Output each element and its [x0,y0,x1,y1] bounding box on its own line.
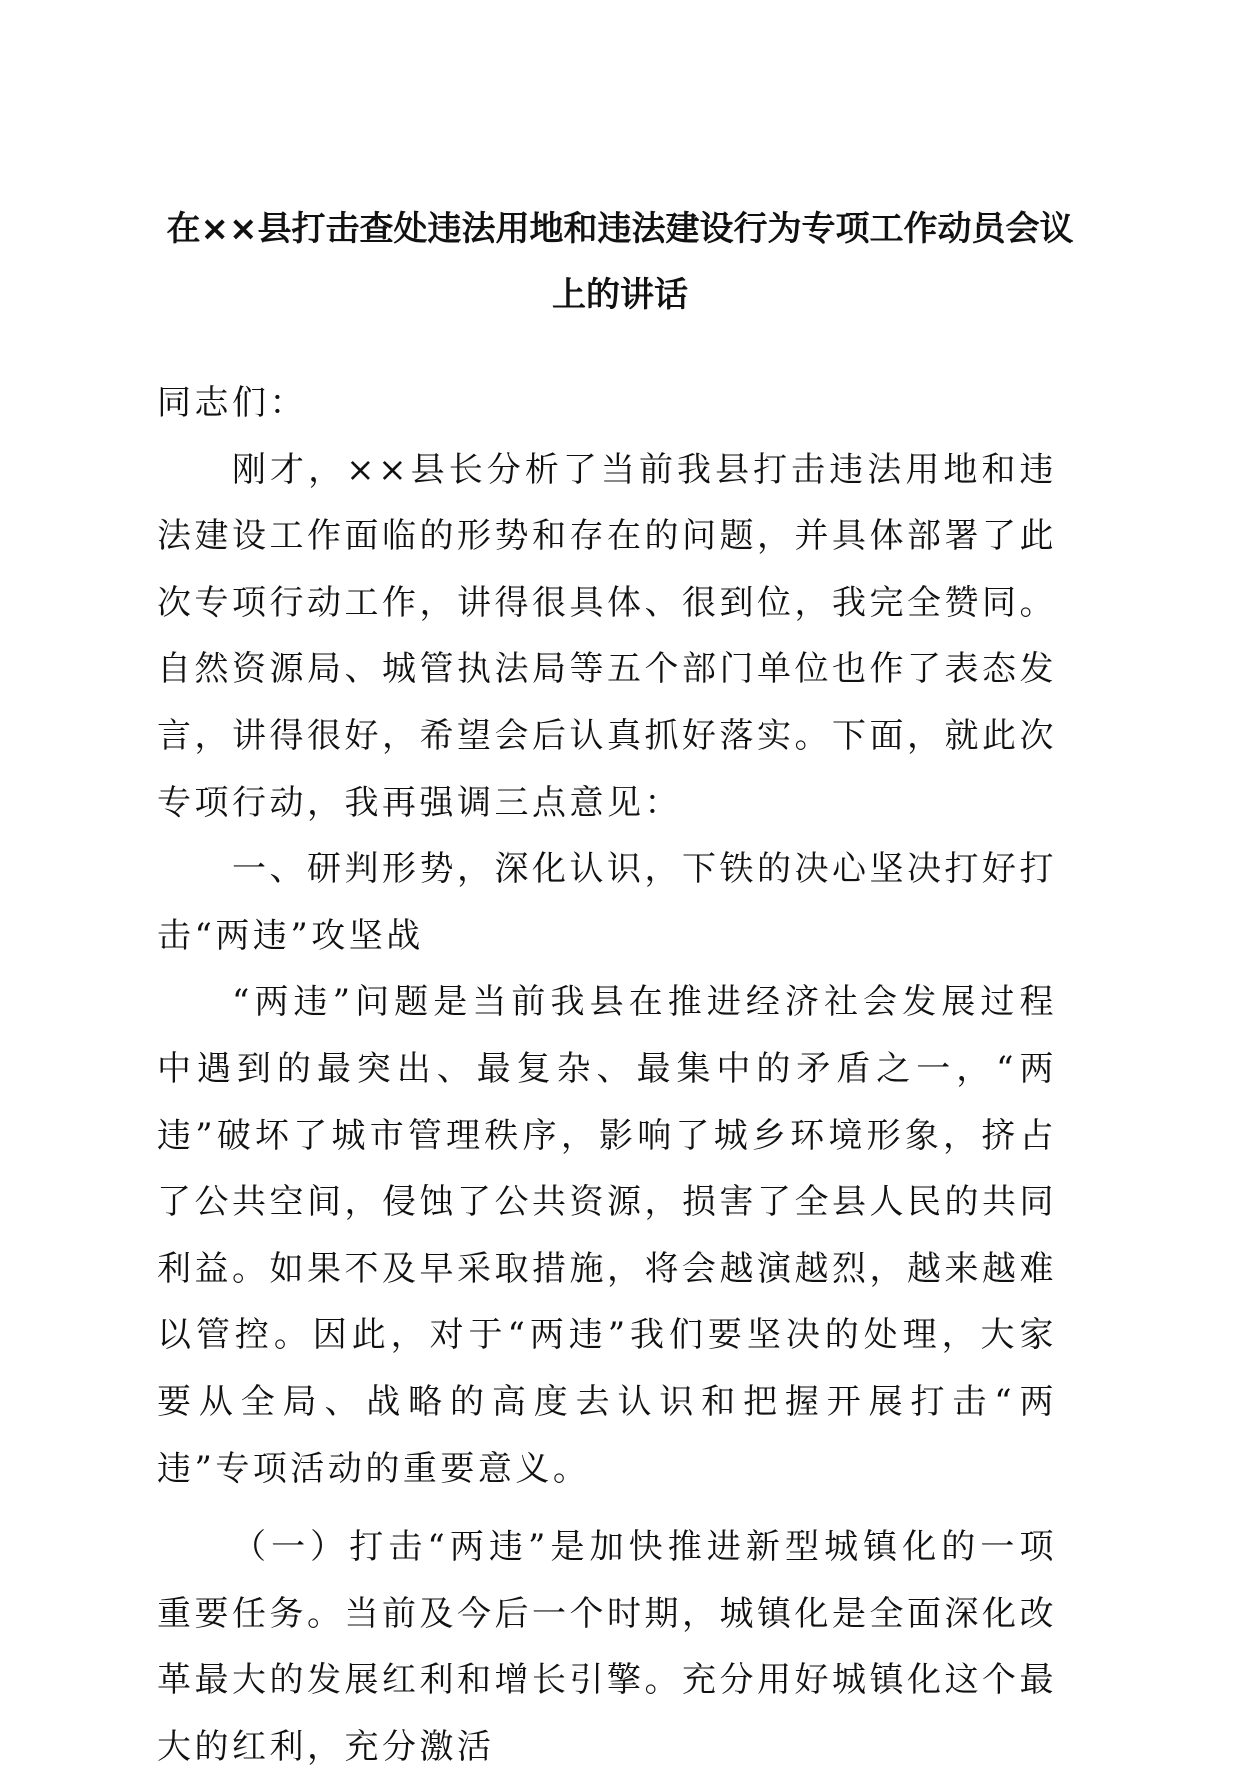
document-body [157,370,1057,1780]
document-title [150,196,1090,328]
paragraph-two-violations: “两违”问题是当前我县在推进经济社会发展过程中遇到的最突出、最复杂、最集中的矛盾之一，“两违”破坏了城市管理秩序，影响了城乡环境形象，挤占了公共空间，侵蚀了公共资源，损害了全县人民的共同利益。如果不及早采取措施，将会越演越烈，越来越难以管控。因此，对于“两违”我们要坚决的处理，大家要从全局、战略的高度去认识和把握开展打击“两违”专项活动的重要意义。 [157,982,1057,1489]
section-heading-1: 一、研判形势，深化认识，下铁的决心坚决打好打击“两违”攻坚战 [157,849,1057,956]
title-line-2: 上的讲话 [552,275,688,315]
title-line-1: 在××县打击查处违法用地和违法建设行为专项工作动员会议 [166,209,1074,249]
paragraph-opening: 刚才，××县长分析了当前我县打击违法用地和违法建设工作面临的形势和存在的问题，并具体部署了此次专项行动工作，讲得很具体、很到位，我完全赞同。自然资源局、城管执法局等五个部门单位也作了表态发言，讲得很好，希望会后认真抓好落实。下面，就此次专项行动，我再强调三点意见： [157,449,1057,823]
paragraph-subsection-1: （一）打击“两违”是加快推进新型城镇化的一项重要任务。当前及今后一个时期，城镇化是全面深化改革最大的发展红利和增长引擎。充分用好城镇化这个最大的红利，充分激活 [157,1527,1057,1767]
salutation: 同志们： [157,383,307,423]
